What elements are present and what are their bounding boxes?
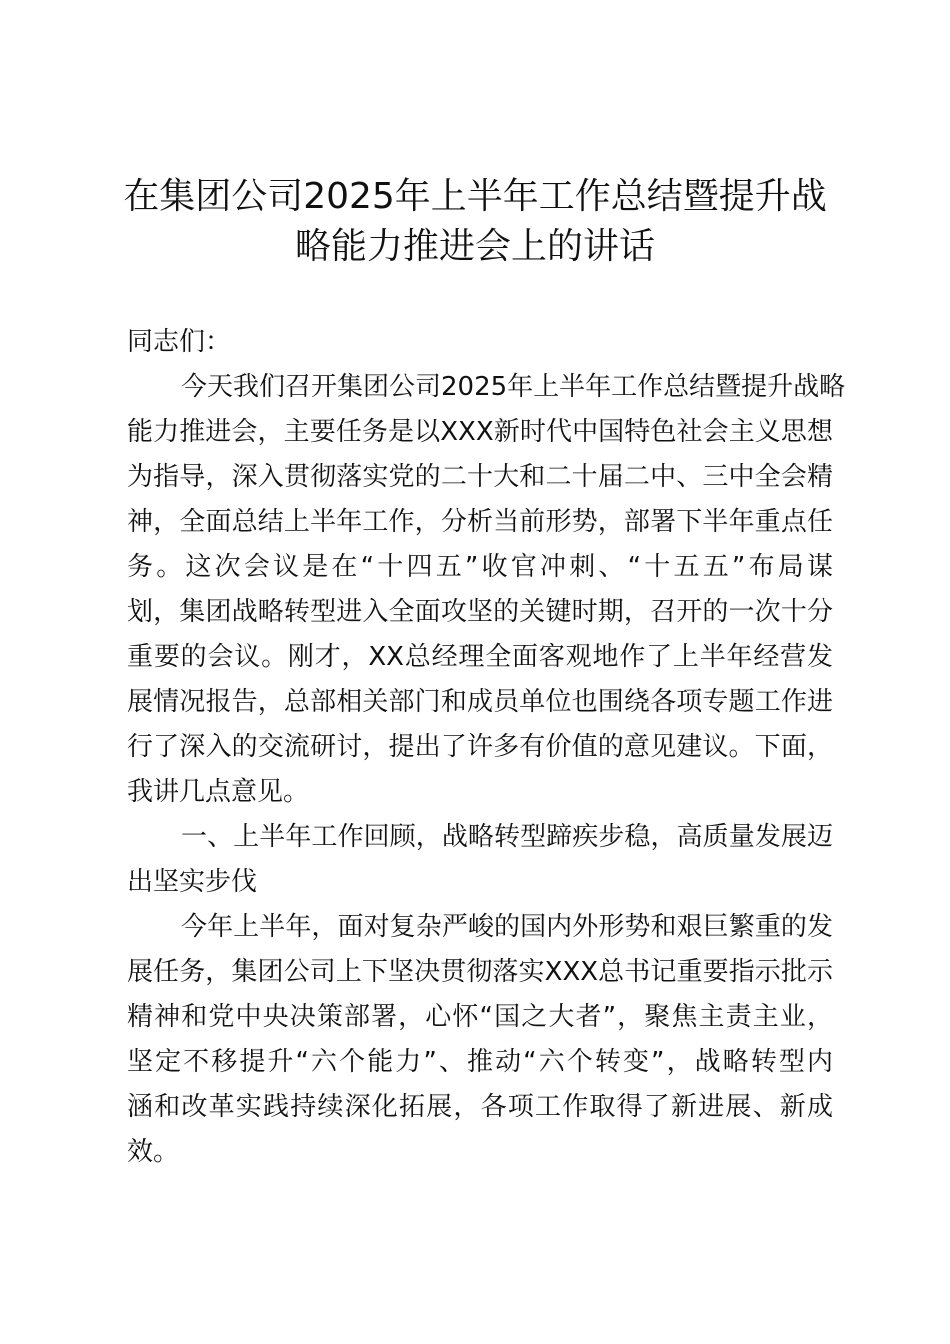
text-line: 今天我们召开集团公司2025年上半年工作总结暨提升战略 xyxy=(181,372,846,402)
section-heading xyxy=(127,815,833,905)
text-line: 精神和党中央决策部署，心怀“国之大者”，聚焦主责主业， xyxy=(127,1002,833,1032)
text-line: 一、上半年工作回顾，战略转型蹄疾步稳，高质量发展迈 xyxy=(181,822,833,852)
text-line: 重要的会议。刚才，XX总经理全面客观地作了上半年经营发 xyxy=(127,642,833,672)
salutation: 同志们： xyxy=(127,327,232,357)
text-line: 能力推进会，主要任务是以XXX新时代中国特色社会主义思想 xyxy=(127,417,833,447)
text-line: 坚定不移提升“六个能力”、推动“六个转变”，战略转型内 xyxy=(127,1047,833,1077)
text-line: 效。 xyxy=(127,1137,180,1167)
document-title xyxy=(120,172,830,272)
text-line: 今年上半年，面对复杂严峻的国内外形势和艰巨繁重的发 xyxy=(181,912,833,942)
text-line: 出坚实步伐 xyxy=(127,867,258,897)
title-line: 略能力推进会上的讲话 xyxy=(294,226,655,267)
text-line: 行了深入的交流研讨，提出了许多有价值的意见建议。下面， xyxy=(127,732,833,762)
document-body xyxy=(127,320,846,1175)
text-line: 划，集团战略转型进入全面攻坚的关键时期，召开的一次十分 xyxy=(127,597,833,627)
text-line: 我讲几点意见。 xyxy=(127,777,310,807)
text-line: 展情况报告，总部相关部门和成员单位也围绕各项专题工作进 xyxy=(127,687,833,717)
text-line: 神，全面总结上半年工作，分析当前形势，部署下半年重点任 xyxy=(127,507,833,537)
text-line: 为指导，深入贯彻落实党的二十大和二十届二中、三中全会精 xyxy=(127,462,833,492)
text-line: 务。这次会议是在“十四五”收官冲刺、“十五五”布局谋 xyxy=(127,552,833,582)
paragraph xyxy=(127,905,833,1175)
text-line: 涵和改革实践持续深化拓展，各项工作取得了新进展、新成 xyxy=(127,1092,833,1122)
paragraph xyxy=(127,365,846,815)
text-line: 展任务，集团公司上下坚决贯彻落实XXX总书记重要指示批示 xyxy=(127,957,833,987)
title-line: 在集团公司2025年上半年工作总结暨提升战 xyxy=(123,176,827,217)
